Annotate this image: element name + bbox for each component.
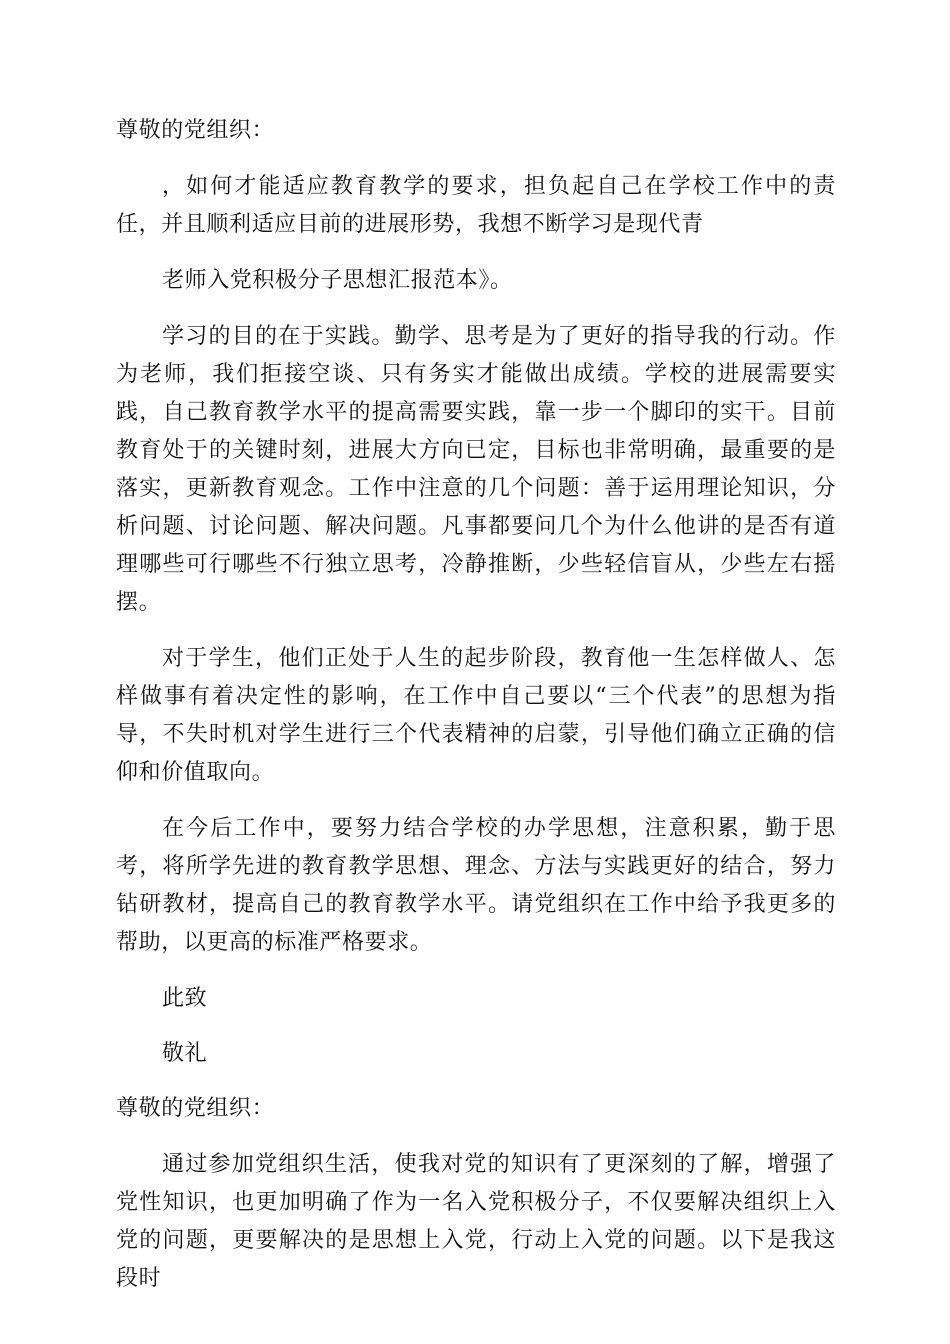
closing-cizhi: 此致 [162,986,208,1011]
salutation-second: 尊敬的党组织： [116,1096,275,1121]
paragraph: 学习的目的在于实践。勤学、思考是为了更好的指导我的行动。作为老师，我们拒接空谈、只有务实才能做出成绩。学校的进展需要实践，自己教育教学水平的提高需要实践，靠一步一个脚印的实干。目前教育处于的关键时刻，进展大方向已定，目标也非常明确，最重要的是落实，更新教育观念。工作中注意的几个问题：善于运用理论知识，分析问题、讨论问题、解决问题。凡事都要问几个为什么他讲的是否有道理哪些可行哪些不行独立思考，冷静推断，少些轻信盲从，少些左右摇摆。 [116,324,836,615]
paragraph: 在今后工作中，要努力结合学校的办学思想，注意积累，勤于思考，将所学先进的教育教学思想、理念、方法与实践更好的结合，努力钻研教材，提高自己的教育教学水平。请党组织在工作中给予我更多的帮助，以更高的标准严格要求。 [116,816,836,955]
document-body [116,112,836,1316]
salutation: 尊敬的党组织： [116,118,275,143]
paragraph: 老师入党积极分子思想汇报范本》。 [162,268,513,293]
paragraph: ，如何才能适应教育教学的要求，担负起自己在学校工作中的责任，并且顺利适应目前的进展形势，我想不断学习是现代青 [116,174,836,237]
paragraph: 通过参加党组织生活，使我对党的知识有了更深刻的了解，增强了党性知识，也更加明确了作为一名入党积极分子，不仅要解决组织上入党的问题，更要解决的是思想上入党，行动上入党的问题。以下是我这段时 [116,1152,836,1291]
paragraph: 对于学生，他们正处于人生的起步阶段，教育他一生怎样做人、怎样做事有着决定性的影响，在工作中自己要以“三个代表”的思想为指导，不失时机对学生进行三个代表精神的启蒙，引导他们确立正确的信仰和价值取向。 [116,646,836,785]
closing-jingli: 敬礼 [162,1041,208,1066]
